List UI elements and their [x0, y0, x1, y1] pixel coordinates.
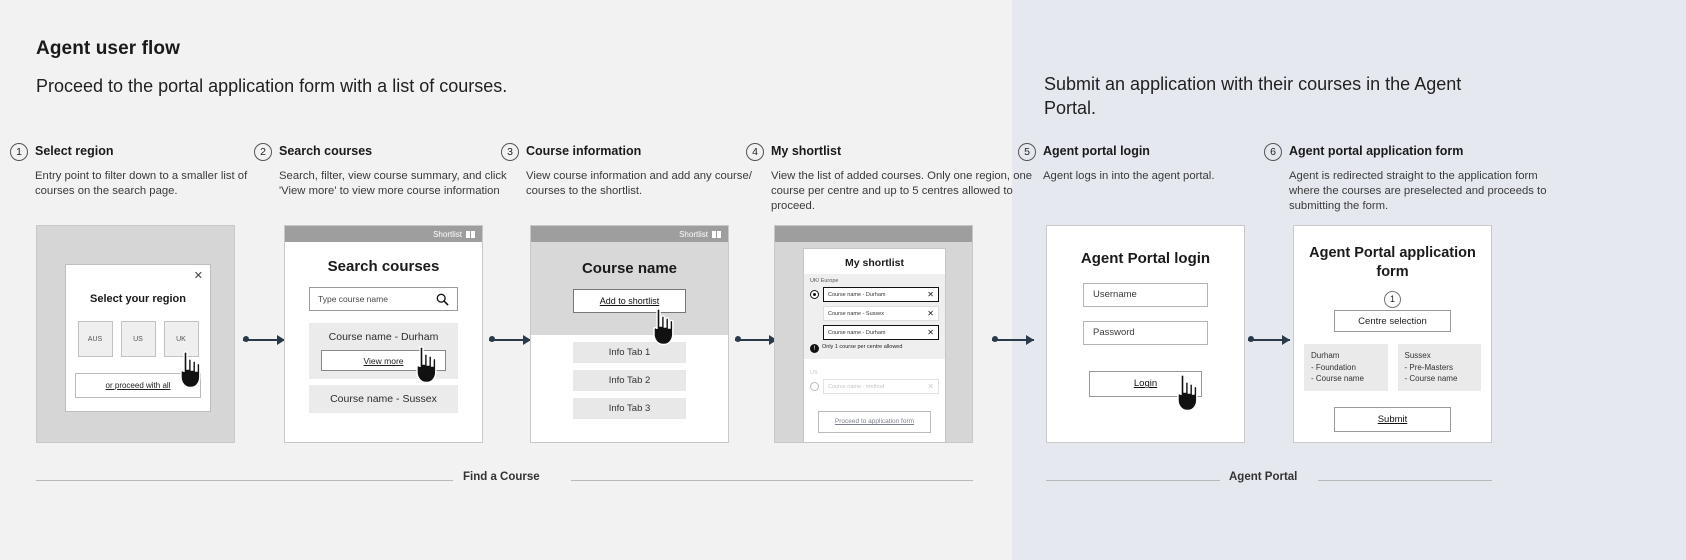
region-button-uk[interactable]: UK — [164, 321, 199, 357]
step-title-1: Select region — [35, 144, 114, 158]
step-desc-1: Entry point to filter down to a smaller list of courses on the search page. — [35, 170, 248, 198]
region-label-us: US — [810, 370, 818, 376]
arrow-1-2 — [243, 333, 285, 345]
step-header-2 — [254, 143, 507, 199]
username-field[interactable]: Username — [1083, 283, 1208, 307]
centre-course-2: - Course name — [1311, 374, 1364, 384]
centre-selection-field[interactable]: Centre selection — [1334, 310, 1451, 332]
form-title: Agent Portal application form — [1309, 245, 1476, 280]
page-title: Agent user flow — [36, 38, 181, 59]
radio-button-icon[interactable] — [810, 290, 819, 299]
step-header-5 — [1018, 143, 1268, 184]
step-header-3 — [501, 143, 751, 199]
info-tab-3[interactable]: Info Tab 3 — [573, 398, 686, 419]
shortlist-title: My shortlist — [845, 257, 904, 269]
modal-title: Select your region — [90, 293, 186, 305]
shortlist-course-field[interactable] — [823, 306, 939, 321]
info-tab-1[interactable]: Info Tab 1 — [573, 342, 686, 363]
step-desc-2: Search, filter, view course summary, and click 'View more' to view more course information — [279, 170, 507, 198]
shortlist-region-us — [804, 364, 945, 404]
step-number-5: 5 — [1018, 143, 1036, 161]
step-title-5: Agent portal login — [1043, 144, 1150, 158]
course-name-1: Course name - Durham — [328, 331, 439, 343]
course-hero — [531, 242, 728, 335]
search-input[interactable] — [309, 287, 458, 311]
step-number-4: 4 — [746, 143, 764, 161]
shortlist-region-uk — [804, 274, 945, 359]
shortlist-label: Shortlist — [679, 229, 708, 239]
footer-rule-right — [571, 480, 973, 481]
step-number-1: 1 — [10, 143, 28, 161]
footer-label-agent-portal: Agent Portal — [1229, 471, 1298, 483]
shortlist-label: Shortlist — [433, 229, 462, 239]
centre-name: Durham — [1311, 351, 1340, 361]
shortlist-course-label: Course name - Durham — [828, 291, 886, 298]
course-title: Course name — [581, 260, 678, 277]
shortlist-row[interactable] — [810, 306, 939, 321]
screen-my-shortlist — [774, 225, 973, 443]
right-subtitle: Submit an application with their courses in the Agent Portal. — [1044, 74, 1462, 119]
search-title: Search courses — [327, 258, 440, 275]
shortlist-course-field[interactable] — [823, 379, 939, 394]
centre-card-durham — [1304, 344, 1388, 391]
warning-icon: ! — [810, 344, 819, 353]
centre-card-sussex — [1398, 344, 1482, 391]
close-icon[interactable]: ✕ — [927, 382, 934, 391]
shortlist-topbar[interactable] — [285, 226, 482, 242]
shortlist-topbar[interactable] — [531, 226, 728, 242]
shortlist-topbar[interactable] — [775, 226, 972, 242]
search-placeholder: Type course name — [318, 294, 388, 304]
shortlist-row[interactable] — [810, 379, 939, 394]
step-number-3: 3 — [501, 143, 519, 161]
screen-select-region — [36, 225, 235, 443]
footer-rule-left — [36, 480, 453, 481]
step-desc-6: Agent is redirected straight to the application form where the courses are preselected and proceeds to submitting the form. — [1289, 170, 1547, 213]
step-title-4: My shortlist — [771, 144, 842, 158]
book-icon — [466, 231, 475, 238]
step-header-1 — [10, 143, 260, 199]
shortlist-warning — [810, 344, 939, 353]
close-icon[interactable]: ✕ — [927, 290, 934, 299]
proceed-with-all-link[interactable]: or proceed with all — [75, 373, 201, 398]
radio-button-icon[interactable] — [810, 382, 819, 391]
screen-search-courses — [284, 225, 483, 443]
arrow-2-3 — [489, 333, 531, 345]
course-result-card-2: Course name - Sussex — [309, 385, 458, 413]
centre-course-1: - Pre-Masters — [1404, 362, 1453, 372]
step-title-2: Search courses — [279, 144, 373, 158]
login-button[interactable]: Login — [1089, 371, 1202, 397]
arrow-4-5 — [992, 333, 1034, 345]
footer-label-find-course: Find a Course — [463, 471, 540, 483]
close-icon[interactable]: ✕ — [927, 309, 934, 318]
proceed-to-application-form-button[interactable]: Proceed to application form — [818, 411, 931, 433]
step-desc-4: View the list of added courses. Only one region, one course per centre and up to 5 centres allowed to proceed. — [771, 170, 1033, 213]
course-result-card-1 — [309, 323, 458, 379]
step-number-2: 2 — [254, 143, 272, 161]
left-subtitle: Proceed to the portal application form with a list of courses. — [36, 76, 508, 96]
region-button-aus[interactable]: AUS — [78, 321, 113, 357]
submit-button[interactable]: Submit — [1334, 407, 1451, 432]
arrow-5-6 — [1248, 333, 1290, 345]
shortlist-panel — [803, 248, 946, 443]
shortlist-course-field[interactable] — [823, 287, 939, 302]
shortlist-course-label: Course name - Sussex — [828, 310, 884, 317]
shortlist-course-field[interactable] — [823, 325, 939, 340]
password-field[interactable]: Password — [1083, 321, 1208, 345]
search-icon — [436, 293, 449, 306]
step-desc-3: View course information and add any course/ courses to the shortlist. — [526, 170, 752, 198]
close-icon[interactable]: ✕ — [193, 270, 203, 282]
step-number-6: 6 — [1264, 143, 1282, 161]
view-more-button[interactable]: View more — [321, 350, 446, 371]
shortlist-row[interactable] — [810, 325, 939, 340]
region-label-uk: UK/ Europe — [810, 278, 839, 284]
step-title-6: Agent portal application form — [1289, 144, 1464, 158]
shortlist-course-label: Course name - method — [828, 383, 885, 390]
warning-text: Only 1 course per centre allowed — [822, 344, 903, 350]
screen-course-information — [530, 225, 729, 443]
login-title: Agent Portal login — [1080, 250, 1211, 267]
region-modal — [65, 264, 211, 412]
screen-agent-portal-login — [1046, 225, 1245, 443]
centre-course-1: - Foundation — [1311, 362, 1356, 372]
step-header-6 — [1264, 143, 1547, 214]
step-title-3: Course information — [526, 144, 642, 158]
region-button-us[interactable]: US — [121, 321, 156, 357]
shortlist-row[interactable] — [810, 287, 939, 302]
region-buttons — [66, 321, 210, 357]
close-icon[interactable]: ✕ — [927, 328, 934, 337]
add-to-shortlist-button[interactable]: Add to shortlist — [573, 289, 686, 313]
step-badge-1: 1 — [1384, 291, 1401, 308]
step-header-4 — [746, 143, 1033, 214]
screen-application-form — [1293, 225, 1492, 443]
centre-cards — [1304, 344, 1481, 391]
info-tab-2[interactable]: Info Tab 2 — [573, 370, 686, 391]
centre-name: Sussex — [1404, 351, 1431, 361]
footer-rule-portal-left — [1046, 480, 1220, 481]
shortlist-course-label: Course name - Durham — [828, 329, 886, 336]
centre-course-2: - Course name — [1404, 374, 1458, 384]
footer-rule-portal-right — [1318, 480, 1492, 481]
arrow-3-4 — [735, 333, 777, 345]
book-icon — [712, 231, 721, 238]
step-desc-5: Agent logs in into the agent portal. — [1043, 170, 1215, 182]
